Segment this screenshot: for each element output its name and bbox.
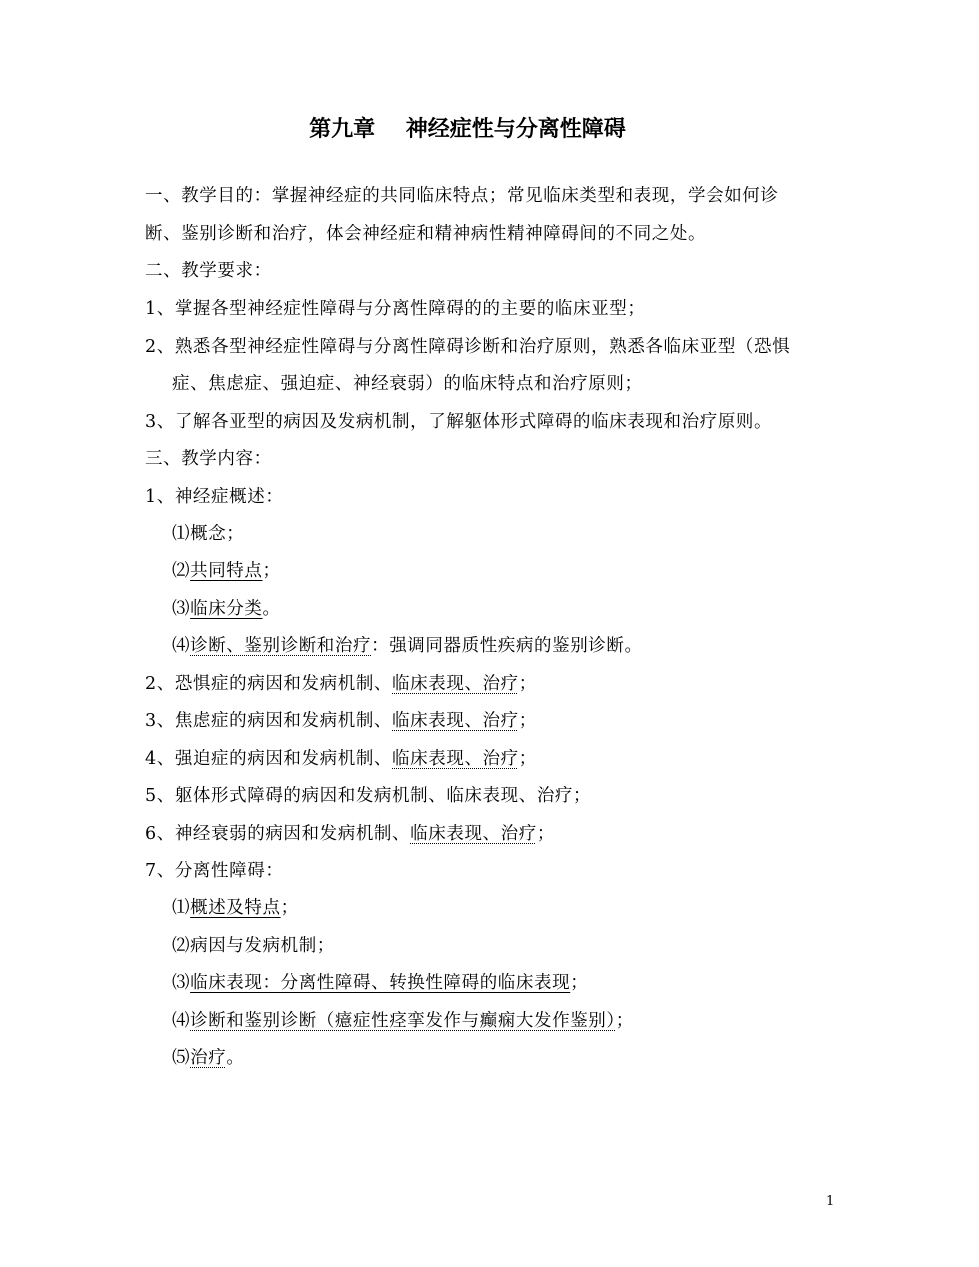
- item-2-dotted: 临床表现、治疗: [392, 674, 519, 694]
- sub-7-1-prefix: ⑴: [172, 898, 191, 918]
- item-4-dotted: 临床表现、治疗: [392, 749, 519, 769]
- objective-line-1: 一、教学目的：掌握神经症的共同临床特点；常见临床类型和表现，学会如何诊: [145, 186, 779, 206]
- sub-7-1-underlined: 概述及特点: [190, 898, 281, 918]
- requirements-heading: 二、教学要求：: [145, 261, 272, 281]
- requirement-item-1: 1、掌握各型神经症性障碍与分离性障碍的的主要的临床亚型；: [145, 299, 646, 319]
- sub-7-1-suffix: ；: [280, 898, 299, 918]
- sub-7-3-underlined: 临床表现：分离性障碍、转换性障碍的临床表现: [190, 973, 571, 993]
- sub-1-4-suffix: ：强调同器质性疾病的鉴别诊断。: [371, 636, 643, 656]
- requirement-item-2-line-1: 2、熟悉各型神经症性障碍与分离性障碍诊断和治疗原则，熟悉各临床亚型（恐惧: [145, 337, 791, 357]
- item-4-prefix: 4、强迫症的病因和发病机制、: [145, 749, 393, 769]
- content-sub-1-2: [172, 558, 281, 584]
- sub-7-5-dotted: 治疗: [190, 1048, 227, 1068]
- content-sub-7-2: ⑵病因与发病机制；: [172, 936, 335, 956]
- content-sub-7-3: [172, 970, 588, 996]
- sub-7-5-prefix: ⑸: [172, 1048, 191, 1068]
- item-3-suffix: ；: [518, 711, 537, 731]
- sub-7-3-suffix: ；: [570, 973, 589, 993]
- item-6-dotted: 临床表现、治疗: [410, 824, 537, 844]
- sub-7-4-suffix: ；: [615, 1011, 634, 1031]
- sub-1-2-underlined: 共同特点: [190, 561, 263, 581]
- sub-7-5-suffix: 。: [226, 1048, 245, 1068]
- content-item-7: 7、分离性障碍：: [145, 861, 284, 881]
- item-2-suffix: ；: [518, 674, 537, 694]
- sub-1-3-underlined: 临床分类: [190, 599, 263, 619]
- sub-1-2-suffix: ；: [262, 561, 281, 581]
- content-item-6: [145, 821, 555, 847]
- sub-7-4-dotted: 诊断和鉴别诊断（癔症性痉挛发作与癫痫大发作鉴别）: [190, 1011, 616, 1031]
- content-sub-7-5: [172, 1045, 244, 1071]
- content-item-2: [145, 671, 537, 697]
- objective-line-2: 断、鉴别诊断和治疗，体会神经症和精神病性精神障碍间的不同之处。: [145, 224, 707, 244]
- sub-7-4-prefix: ⑷: [172, 1011, 191, 1031]
- item-4-suffix: ；: [518, 749, 537, 769]
- item-3-dotted: 临床表现、治疗: [392, 711, 519, 731]
- sub-1-2-prefix: ⑵: [172, 561, 191, 581]
- requirement-item-2-line-2: 症、焦虑症、强迫症、神经衰弱）的临床特点和治疗原则；: [172, 374, 643, 394]
- content-sub-1-1: ⑴概念；: [172, 524, 245, 544]
- page-number: 1: [826, 1194, 835, 1209]
- item-2-prefix: 2、恐惧症的病因和发病机制、: [145, 674, 393, 694]
- content-item-1: 1、神经症概述：: [145, 487, 284, 507]
- content-sub-7-4: [172, 1008, 634, 1034]
- sub-1-4-dotted: 诊断、鉴别诊断和治疗: [190, 636, 372, 656]
- content-heading: 三、教学内容：: [145, 449, 272, 469]
- item-6-suffix: ；: [536, 824, 555, 844]
- item-6-prefix: 6、神经衰弱的病因和发病机制、: [145, 824, 411, 844]
- content-item-5: 5、躯体形式障碍的病因和发病机制、临床表现、治疗；: [145, 786, 592, 806]
- sub-7-3-prefix: ⑶: [172, 973, 191, 993]
- content-sub-1-4: [172, 633, 643, 659]
- item-3-prefix: 3、焦虑症的病因和发病机制、: [145, 711, 393, 731]
- sub-1-3-suffix: 。: [262, 599, 281, 619]
- content-item-3: [145, 708, 537, 734]
- sub-1-4-prefix: ⑷: [172, 636, 191, 656]
- content-sub-1-3: [172, 596, 281, 622]
- content-item-4: [145, 746, 537, 772]
- content-sub-7-1: [172, 895, 299, 921]
- requirement-item-3: 3、了解各亚型的病因及发病机制，了解躯体形式障碍的临床表现和治疗原则。: [145, 412, 773, 432]
- sub-1-3-prefix: ⑶: [172, 599, 191, 619]
- page-title: 第九章 神经症性与分离性障碍: [309, 117, 626, 142]
